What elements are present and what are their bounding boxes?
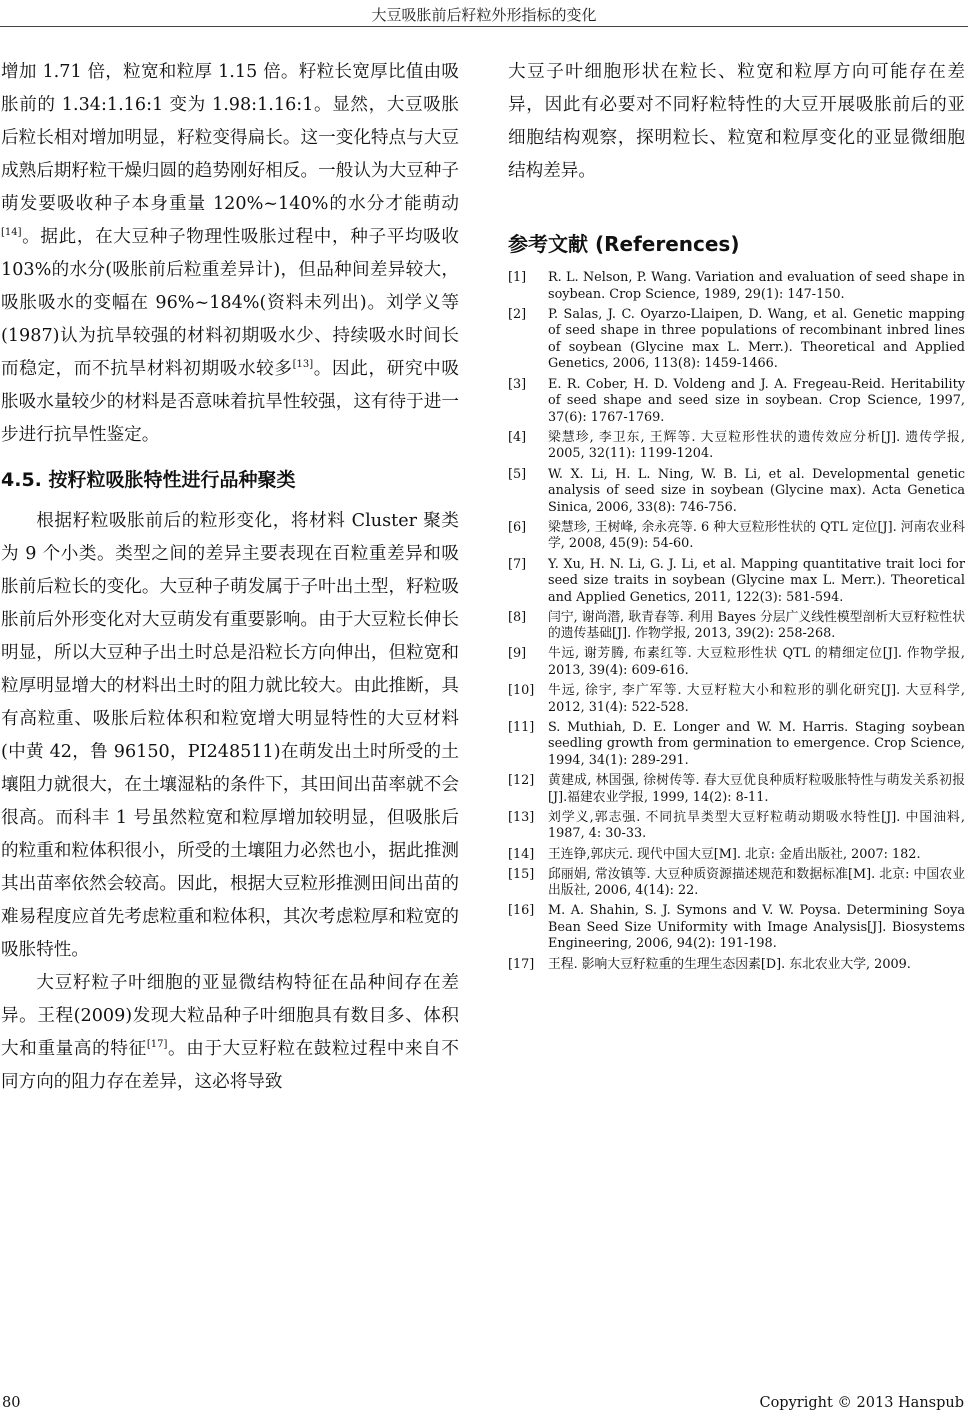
- reference-list: [508, 270, 965, 973]
- reference-text: 刘学义,郭志强. 不同抗旱类型大豆籽粒萌动期吸水特性[J]. 中国油料, 1987, 4: 30-33.: [548, 809, 965, 842]
- reference-number: [17]: [508, 956, 535, 972]
- paragraph-clustering: 根据籽粒吸胀前后的粒形变化，将材料 Cluster 聚类为 9 个小类。类型之间的差异主要表现在百粒重差异和吸胀前后粒长的变化。大豆种子萌发属于子叶出土型，籽粒吸胀前后外形变化对大豆萌发有重要影响。由于大豆粒长伸长明显，所以大豆种子出土时总是沿粒长方向伸出，但粒宽和粒厚明显增大的材料出土时的阻力就比较大。由此推断，具有高粒重、吸胀后粒体积和粒宽增大明显特性的大豆材料(中黄 42，鲁 96150，PI248511)在萌发出土时所受的土壤阻力就很大，在土壤湿粘的条件下，其田间出苗率就不会很高。而科丰 1 号虽然粒宽和粒厚增加较明显，但吸胀后的粒重和粒体积很小，所受的土壤阻力必然也小，据此推测其出苗率依然会较高。因此，根据大豆粒形推测田间出苗的难易程度应首先考虑粒重和粒体积，其次考虑粒厚和粒宽的吸胀特性。: [1, 511, 459, 960]
- reference-number: [15]: [508, 866, 535, 882]
- reference-item: [508, 557, 965, 607]
- reference-text: 牛远, 谢芳腾, 布素红等. 大豆粒形性状 QTL 的精细定位[J]. 作物学报, 2013, 39(4): 609-616.: [548, 646, 965, 679]
- reference-item: [508, 867, 965, 900]
- reference-text: 梁慧珍, 王树峰, 余永亮等. 6 种大豆粒形性状的 QTL 定位[J]. 河南农业科学, 2008, 45(9): 54-60.: [548, 519, 965, 552]
- reference-text: R. L. Nelson, P. Wang. Variation and evaluation of seed shape in soybean. Crop Science, 1989, 29(1): 147-150.: [548, 270, 965, 302]
- reference-number: [3]: [508, 376, 527, 392]
- reference-item: [508, 307, 965, 373]
- section-heading: 4.5. 按籽粒吸胀特性进行品种聚类: [1, 469, 296, 491]
- reference-item: [508, 430, 965, 463]
- reference-item: [508, 377, 965, 427]
- paragraph-text: 大豆籽粒子叶细胞的亚显微结构特征在品种间存在差异。王程(2009)发现大粒品种子叶细胞具有数目多、体积大和重量高的特征: [1, 973, 459, 1059]
- reference-item: [508, 773, 965, 806]
- paragraph-text: 。由于大豆籽粒在鼓粒过程中来自不同方向的阻力存在差异，这必将导致: [1, 1039, 459, 1092]
- header-rule: [0, 26, 968, 27]
- reference-text: 王连铮,郭庆元. 现代中国大豆[M]. 北京: 金盾出版社, 2007: 182.: [548, 846, 921, 862]
- reference-number: [5]: [508, 466, 527, 482]
- reference-number: [6]: [508, 519, 527, 535]
- reference-number: [14]: [508, 846, 535, 862]
- running-title: 大豆吸胀前后籽粒外形指标的变化: [371, 6, 597, 24]
- reference-number: [2]: [508, 306, 527, 322]
- paragraph-continuation: 大豆子叶细胞形状在粒长、粒宽和粒厚方向可能存在差异，因此有必要对不同籽粒特性的大豆开展吸胀前后的亚细胞结构观察，探明粒长、粒宽和粒厚变化的亚显微细胞结构差异。: [508, 62, 965, 181]
- reference-item: [508, 683, 965, 716]
- reference-text: P. Salas, J. C. Oyarzo-Llaipen, D. Wang, et al. Genetic mapping of seed shape in three populations of recombinant inbred lines of soybean (Glycine max L. Merr.). Theoretical and Applied Genetics, 2006, 113(8): 1459-1466.: [548, 306, 965, 372]
- paragraph-text: 增加 1.71 倍，粒宽和粒厚 1.15 倍。籽粒长宽厚比值由吸胀前的 1.34:1.16:1 变为 1.98:1.16:1。显然，大豆吸胀后粒长相对增加明显，籽粒变得扁长。这一变化特点与大豆成熟后期籽粒干燥归圆的趋势刚好相反。一般认为大豆种子萌发要吸收种子本身重量 120%~140%的水分才能萌动: [1, 62, 459, 214]
- reference-number: [4]: [508, 429, 527, 445]
- page-number: 80: [2, 1395, 21, 1411]
- reference-item: [508, 520, 965, 553]
- copyright-notice: Copyright © 2013 Hanspub: [759, 1395, 964, 1411]
- reference-number: [16]: [508, 903, 535, 919]
- reference-number: [7]: [508, 556, 527, 572]
- citation[interactable]: [13]: [292, 359, 314, 371]
- reference-text: 邱丽娟, 常汝镇等. 大豆种质资源描述规范和数据标准[M]. 北京: 中国农业出版社, 2006, 4(14): 22.: [548, 866, 965, 899]
- paragraph-water-absorption: [1, 56, 459, 452]
- right-column: [508, 56, 965, 977]
- reference-text: 王程. 影响大豆籽粒重的生理生态因素[D]. 东北农业大学, 2009.: [548, 956, 911, 972]
- reference-item: [508, 847, 965, 864]
- paragraph-cotyledon: [1, 967, 459, 1099]
- reference-number: [13]: [508, 809, 535, 825]
- reference-number: [1]: [508, 270, 527, 285]
- reference-item: [508, 720, 965, 770]
- reference-text: 黄建成, 林国强, 徐树传等. 春大豆优良种质籽粒吸胀特性与萌发关系初报[J].福建农业学报, 1999, 14(2): 8-11.: [548, 773, 965, 805]
- reference-text: M. A. Shahin, S. J. Symons and V. W. Poysa. Determining Soya Bean Seed Size Uniformity with Image Analysis[J]. Biosystems Engineering, 2006, 94(2): 191-198.: [548, 903, 965, 952]
- reference-number: [9]: [508, 646, 527, 662]
- reference-item: [508, 610, 965, 643]
- paragraph-text: 。据此，在大豆种子物理性吸胀过程中，种子平均吸收 103%的水分(吸胀前后粒重差异计)，但品种间差异较大，吸胀吸水的变幅在 96%~184%(资料未列出)。刘学义等(1987)认为抗旱较强的材料初期吸水少、持续吸水时间长而稳定，而不抗旱材料初期吸水较多: [1, 227, 459, 379]
- citation[interactable]: [14]: [1, 227, 22, 239]
- reference-number: [10]: [508, 683, 535, 699]
- references-heading: 参考文献 (References): [508, 232, 740, 256]
- reference-item: [508, 270, 965, 303]
- reference-text: Y. Xu, H. N. Li, G. J. Li, et al. Mapping quantitative trait loci for seed size traits in soybean (Glycine max L. Merr.). Theoretical and Applied Genetics, 2011, 122(3): 581-594.: [548, 556, 965, 605]
- reference-text: 闫宁, 谢尚潜, 耿青春等. 利用 Bayes 分层广义线性模型剖析大豆籽粒性状的遗传基础[J]. 作物学报, 2013, 39(2): 258-268.: [548, 609, 965, 642]
- reference-number: [11]: [508, 719, 535, 735]
- reference-text: S. Muthiah, D. E. Longer and W. M. Harris. Staging soybean seedling growth from germination to emergence. Crop Science, 1994, 34(1): 289-291.: [548, 719, 965, 769]
- reference-text: E. R. Cober, H. D. Voldeng and J. A. Fregeau-Reid. Heritability of seed shape and seed size in soybean. Crop Science, 1997, 37(6): 1767-1769.: [548, 376, 965, 425]
- reference-item: [508, 903, 965, 953]
- reference-item: [508, 810, 965, 843]
- reference-text: 梁慧珍, 李卫东, 王辉等. 大豆粒形性状的遗传效应分析[J]. 遗传学报, 2005, 32(11): 1199-1204.: [548, 429, 965, 462]
- paragraph-text: 。因此，研究中吸胀吸水量较少的材料是否意味着抗旱性较强，这有待于进一步进行抗旱性鉴定。: [1, 359, 459, 445]
- reference-number: [12]: [508, 773, 535, 789]
- citation[interactable]: [17]: [146, 1039, 168, 1051]
- reference-item: [508, 957, 965, 974]
- left-column: [1, 56, 459, 1099]
- reference-item: [508, 467, 965, 517]
- reference-number: [8]: [508, 609, 527, 625]
- reference-item: [508, 646, 965, 679]
- reference-text: 牛远, 徐宇, 李广军等. 大豆籽粒大小和粒形的驯化研究[J]. 大豆科学, 2012, 31(4): 522-528.: [548, 683, 965, 715]
- reference-text: W. X. Li, H. L. Ning, W. B. Li, et al. Developmental genetic analysis of seed size in soybean (Glycine max). Acta Genetica Sinica, 2006, 33(8): 746-756.: [548, 466, 965, 515]
